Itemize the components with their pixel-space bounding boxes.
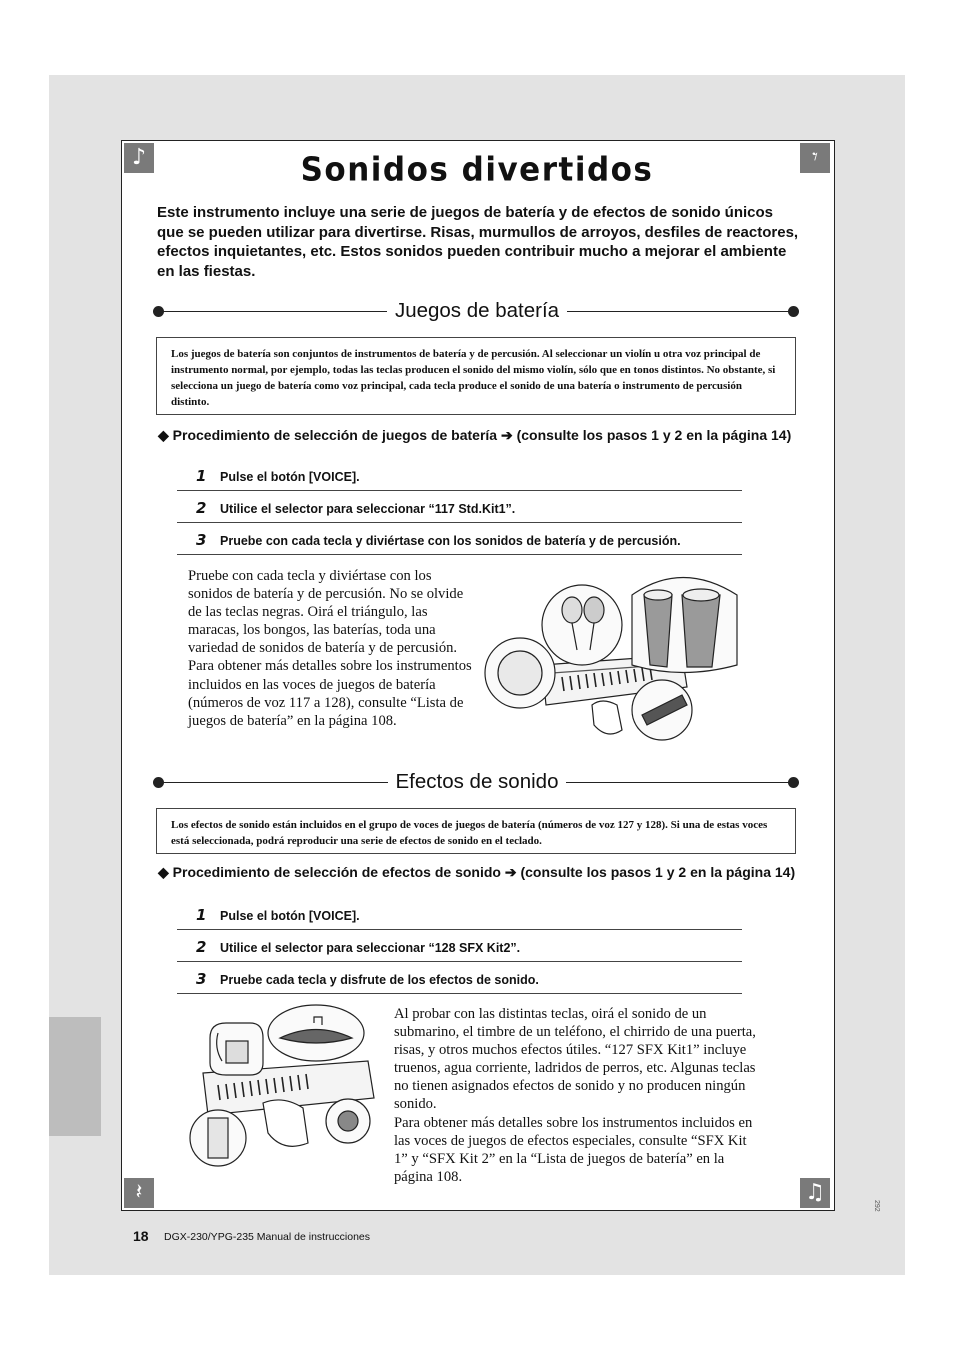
manual-title: DGX-230/YPG-235 Manual de instrucciones: [164, 1231, 371, 1243]
chapter-tab: [49, 1017, 101, 1136]
drums-step-2: [177, 499, 742, 523]
drums-illustration: [482, 565, 744, 747]
page-title: Sonidos divertidos: [300, 151, 654, 189]
sfx-step-3: [177, 970, 742, 994]
step-number: 2: [196, 938, 207, 956]
sfx-body-text-1: Al probar con las distintas teclas, oirá el sonido de un submarino, el timbre de un teléfono, el chirrido de una puerta, risas, y otros muchos efectos útiles. “127 SFX Kit1” incluye truenos, agua corriente, ladridos de perros, etc. Algunas teclas no tienen asignados efectos de sonido y no producen ningún sonido.: [394, 1006, 756, 1113]
step-text: Utilice el selector para seleccionar “117 Std.Kit1”.: [220, 502, 516, 516]
section-heading-sfx: [152, 770, 802, 796]
step-number: 1: [196, 467, 207, 485]
section-title-sfx: Efectos de sonido: [388, 770, 567, 793]
side-code: 292: [873, 1200, 880, 1212]
step-text: Pruebe cada tecla y disfrute de los efectos de sonido.: [220, 973, 539, 987]
step-number: 1: [196, 906, 207, 924]
sfx-body-text-2: Para obtener más detalles sobre los instrumentos incluidos en las voces de juegos de efectos especiales, consulte “SFX Kit 1” y “SFX Kit 2” en la “Lista de juegos de batería” en la página 108.: [394, 1115, 753, 1186]
eighth-note-icon: ♪: [124, 143, 154, 173]
step-text: Pruebe con cada tecla y diviértase con los sonidos de batería y de percusión.: [220, 534, 681, 548]
step-number: 3: [196, 531, 207, 549]
step-number: 2: [196, 499, 207, 517]
intro-paragraph: Este instrumento incluye una serie de juegos de batería y de efectos de sonido únicos que se pueden utilizar para divertirse. Risas, murmullos de arroyos, desfiles de reactores, efectos inquietantes, etc. Estos sonidos pueden contribuir mucho a mejorar el ambiente en las fiestas.: [157, 204, 799, 280]
sfx-step-2: [177, 938, 742, 962]
sfx-note-box: Los efectos de sonido están incluidos en el grupo de voces de juegos de batería (números de voz 127 y 128). Si una de estas voces está seleccionada, podrá reproducir una serie de efectos de sonido en el teclado.: [156, 808, 796, 854]
quarter-rest-icon: 𝄽: [124, 1178, 154, 1208]
drums-step-3: [177, 531, 742, 555]
drums-body-text: Pruebe con cada tecla y diviértase con los sonidos de batería y de percusión. No se olvide de las teclas negras. Oirá el triángulo, las maracas, los bongos, las baterías, toda una variedad de sonidos de batería y de percusión. Para obtener más detalles sobre los instrumentos incluidos en las voces de juegos de batería (números de voz 117 a 128), consulte “Lista de juegos de batería” en la página 108.: [188, 568, 472, 729]
beamed-notes-icon: ♫: [800, 1178, 830, 1208]
page-number: 18: [133, 1228, 149, 1244]
step-text: Utilice el selector para seleccionar “128 SFX Kit2”.: [220, 941, 521, 955]
step-number: 3: [196, 970, 207, 988]
drums-step-1: [177, 467, 742, 491]
sfx-step-1: [177, 906, 742, 930]
section-title-drums: Juegos de batería: [387, 299, 567, 322]
sfx-procedure: ◆ Procedimiento de selección de efectos de sonido ➔ (consulte los pasos 1 y 2 en la página 14): [158, 864, 796, 880]
step-text: Pulse el botón [VOICE].: [220, 470, 360, 484]
eighth-rest-icon: 𝄾: [800, 143, 830, 173]
step-text: Pulse el botón [VOICE].: [220, 909, 360, 923]
drums-note-box: Los juegos de batería son conjuntos de instrumentos de batería y de percusión. Al seleccionar un violín u otra voz principal de instrumento normal, por ejemplo, todas las teclas producen el sonido del mismo violín, sólo que en tonos distintos. No obstante, si selecciona un juego de batería como voz principal, cada tecla produce el sonido de una batería o instrumento de percusión distinto.: [156, 337, 796, 415]
drums-procedure: ◆ Procedimiento de selección de juegos de batería ➔ (consulte los pasos 1 y 2 en la página 14): [158, 427, 792, 443]
sfx-illustration: [188, 1003, 388, 1173]
section-heading-drums: [152, 299, 802, 325]
